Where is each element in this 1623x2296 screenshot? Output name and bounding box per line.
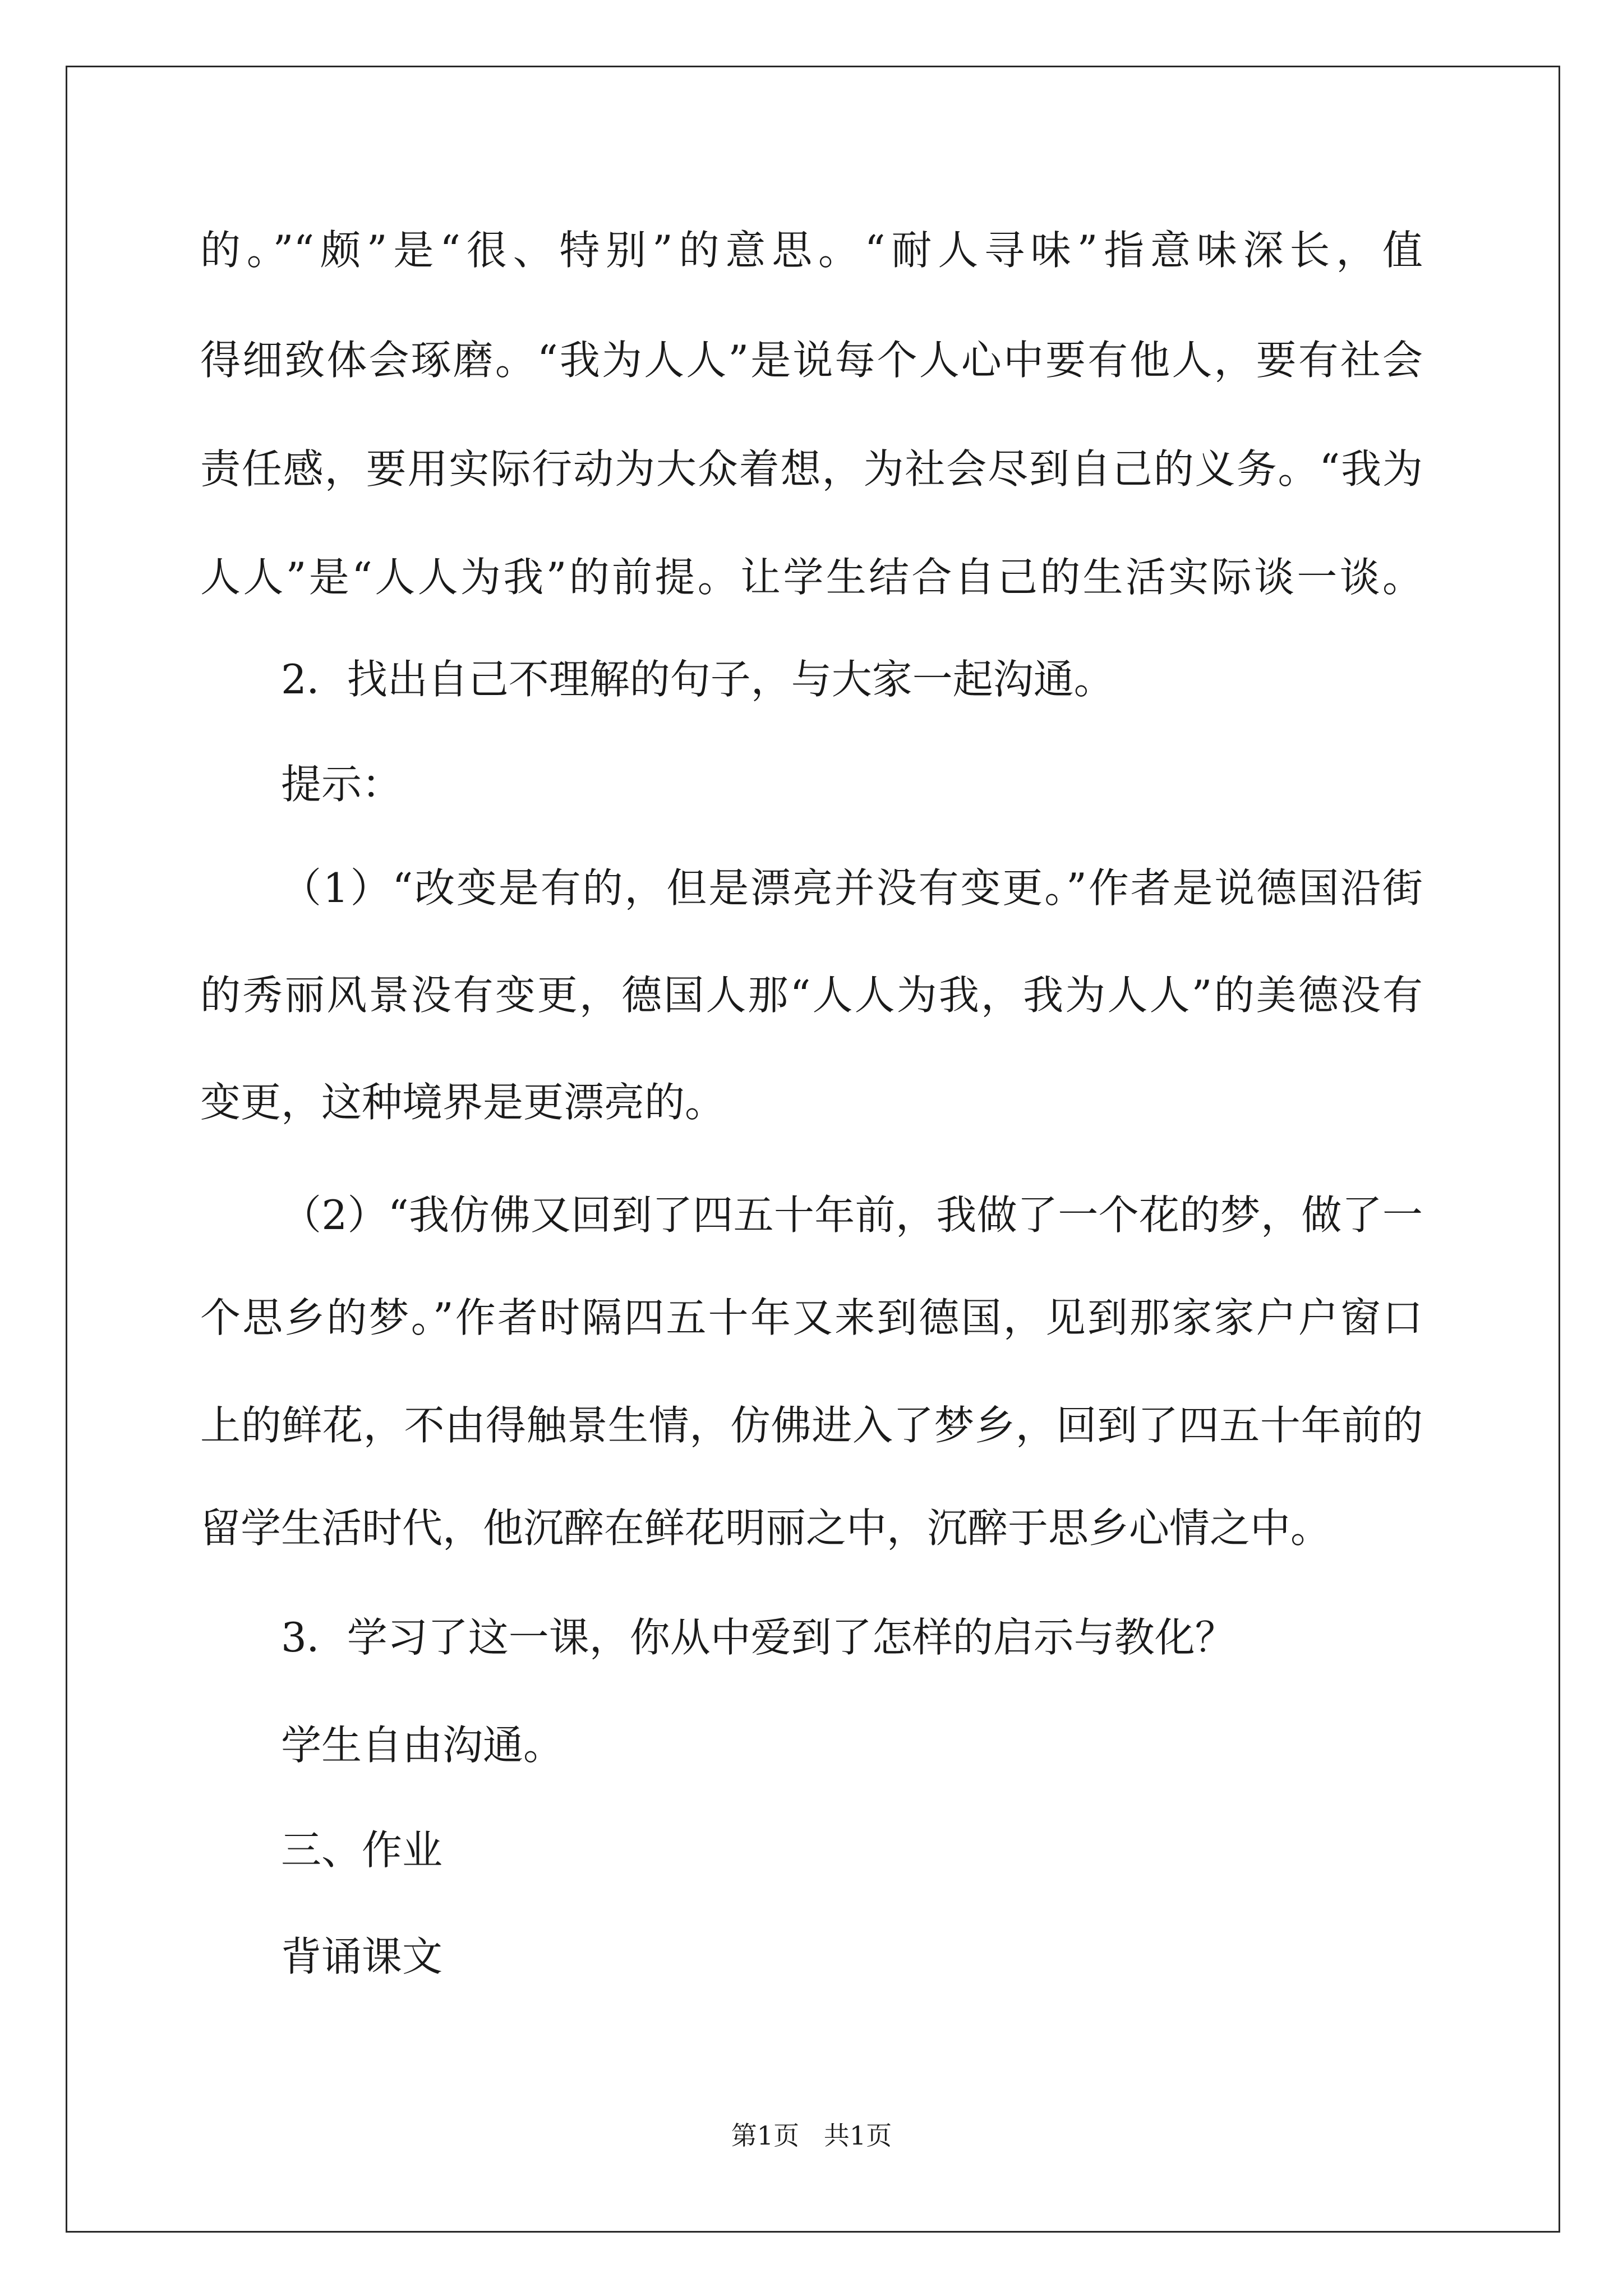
paragraph-line: 的秀丽风景没有变更，德国人那“人人为我，我为人人”的美德没有 bbox=[200, 972, 1423, 1019]
paragraph-line: 人人”是“人人为我”的前提。让学生结合自己的生活实际谈一谈。 bbox=[200, 554, 1423, 601]
paragraph-line: 上的鲜花，不由得触景生情，仿佛进入了梦乡，回到了四五十年前的 bbox=[200, 1402, 1423, 1449]
paragraph-line: 提示： bbox=[281, 761, 403, 808]
paragraph-line: 2．找出自己不理解的句子，与大家一起沟通。 bbox=[281, 656, 1114, 703]
paragraph-line: 变更，这种境界是更漂亮的。 bbox=[200, 1079, 726, 1126]
paragraph-line: 个思乡的梦。”作者时隔四五十年又来到德国，见到那家家户户窗口 bbox=[200, 1294, 1423, 1341]
paragraph-line: （1）“改变是有的，但是漂亮并没有变更。”作者是说德国沿街 bbox=[281, 864, 1423, 912]
paragraph-line: 学生自由沟通。 bbox=[281, 1722, 564, 1769]
paragraph-line: （2）“我仿佛又回到了四五十年前，我做了一个花的梦，做了一 bbox=[281, 1191, 1423, 1239]
paragraph-line: 背诵课文 bbox=[281, 1933, 443, 1980]
paragraph-line: 责任感，要用实际行动为大众着想，为社会尽到自己的义务。“我为 bbox=[200, 445, 1423, 493]
paragraph-line: 留学生活时代，他沉醉在鲜花明丽之中，沉醉于思乡心情之中。 bbox=[200, 1504, 1331, 1552]
section-heading: 三、作业 bbox=[281, 1826, 443, 1874]
paragraph-line: 3．学习了这一课，你从中爱到了怎样的启示与教化？ bbox=[281, 1614, 1235, 1661]
page-border bbox=[66, 66, 1560, 2233]
paragraph-line: 得细致体会琢磨。“我为人人”是说每个人心中要有他人，要有社会 bbox=[200, 337, 1423, 384]
paragraph-line: 的。”“颇”是“很、特别”的意思。“耐人寻味”指意味深长，值 bbox=[200, 227, 1423, 274]
page-footer: 第1页 共1页 bbox=[731, 2120, 892, 2151]
